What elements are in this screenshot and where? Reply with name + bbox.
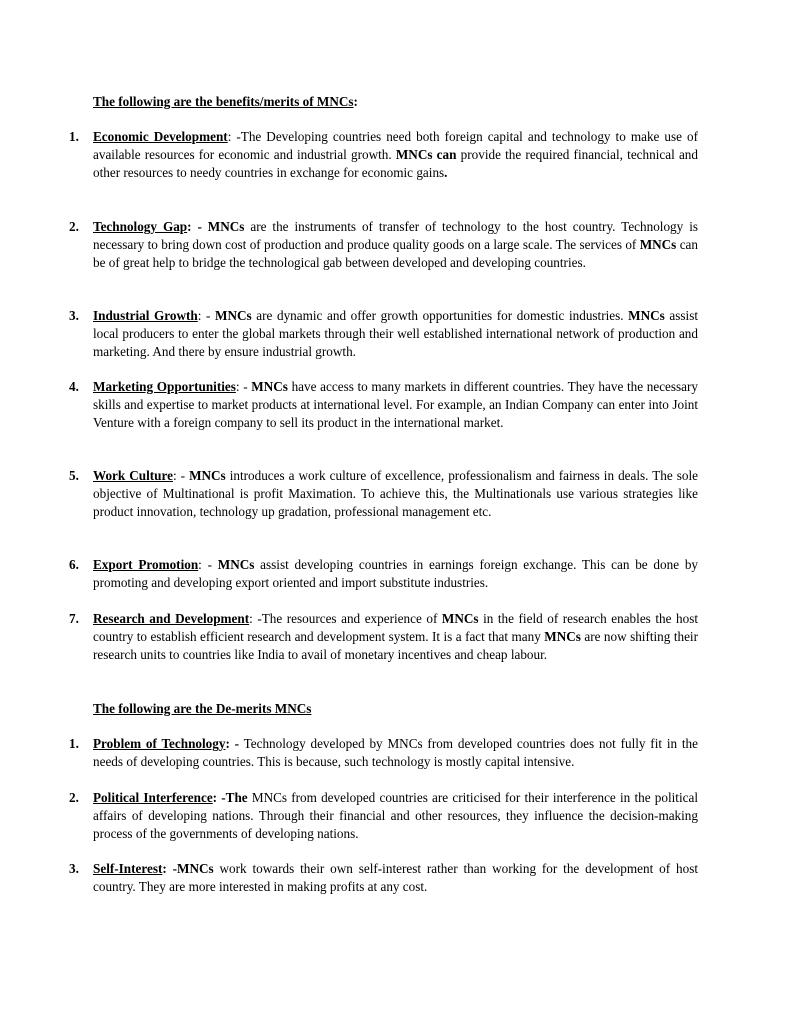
item-text: : - — [235, 379, 252, 394]
item-text: Technology developed by MNCs from developed countries does not fully fit in the needs of developing countries. This is because, such technology is mostly capital intensive. — [93, 736, 698, 769]
demerit-item-3 — [69, 860, 698, 896]
item-text: introduces a work culture of excellence, professionalism and fairness in deals. The sole objective of Multinational is profit Maximation. To achieve this, the Multinationals use various strategies like product innovation, technology up gradation, professional management etc. — [93, 468, 698, 519]
item-text-bold: MNCs can — [395, 146, 457, 162]
item-number: 1. — [69, 736, 79, 751]
item-text-bold: MNCs — [215, 308, 252, 323]
item-term: Work Culture — [93, 468, 173, 483]
merit-item-body — [93, 378, 698, 432]
merit-item-3 — [69, 307, 698, 361]
item-text: MNCs from developed countries are criticised for their interference in the political affairs of developing nations. Through their financial and other resources, they influence the decision-making process of the governments of developing nations. — [93, 790, 698, 841]
item-number: 3. — [69, 308, 79, 323]
item-text: : - — [172, 468, 190, 483]
item-text: : - — [197, 308, 216, 323]
item-text-bold: : -The — [212, 790, 248, 805]
merits-heading-text: The following are the benefits/merits of MNCs — [93, 94, 354, 109]
demerit-item-1 — [69, 735, 698, 771]
item-text-bold: : -MNCs — [162, 861, 214, 876]
item-text: provide the required financial, technical and other resources to needy countries in exchange for economic gains — [93, 146, 698, 180]
merit-item-2 — [69, 218, 698, 272]
item-text-bold: MNCs — [639, 236, 677, 252]
item-text: : - — [198, 557, 218, 572]
item-term: Technology Gap — [93, 219, 188, 234]
item-number: 3. — [69, 861, 79, 876]
item-term: Industrial Growth — [93, 308, 198, 323]
item-text-bold: MNCs — [544, 628, 581, 644]
item-text: are now shifting their research units to countries like India to avail of monetary incentives and cheap labour. — [93, 628, 698, 662]
item-text-bold: MNCs — [217, 557, 255, 572]
demerit-item-body — [93, 735, 698, 771]
demerit-item-2 — [69, 789, 698, 843]
item-term: Problem of Technology — [93, 736, 226, 751]
item-term: Marketing Opportunities — [93, 379, 236, 394]
item-text: can be of great help to bridge the technological gab between developed and developing countries. — [93, 236, 698, 270]
item-text-bold: MNCs — [189, 468, 226, 483]
item-text-bold: MNCs — [628, 308, 665, 323]
item-text: have access to many markets in different countries. They have the necessary skills and expertise to market products at international level. For example, an Indian Company can enter into Joint Venture with a foreign company to sell its product in the international market. — [93, 379, 699, 430]
merit-item-6 — [69, 556, 698, 592]
item-text: assist developing countries in earnings foreign exchange. This can be done by promoting and developing export oriented and import substitute industries. — [93, 557, 699, 590]
item-text: are the instruments of transfer of technology to the host country. Technology is necessary to bring down cost of production and produce quality goods on a large scale. The services of — [93, 219, 698, 252]
item-number: 7. — [69, 611, 79, 626]
demerits-heading-text: The following are the De-merits MNCs — [93, 701, 312, 716]
item-text: are dynamic and offer growth opportunities for domestic industries. — [251, 308, 629, 323]
item-text-bold: MNCs — [251, 379, 288, 394]
merit-item-5 — [69, 467, 698, 521]
item-text: in the field of research enables the host country to establish efficient research and development system. It is a fact that many — [93, 611, 698, 644]
item-term: Political Interference — [93, 790, 213, 805]
demerits-heading — [93, 700, 713, 718]
item-term: Research and Development — [93, 611, 250, 626]
merits-heading-colon: : — [353, 94, 358, 109]
item-number: 2. — [69, 219, 79, 234]
item-term: Economic Development — [93, 129, 228, 144]
merit-item-1 — [69, 128, 698, 182]
merits-heading — [93, 93, 713, 111]
merit-item-body — [93, 556, 698, 592]
merit-item-7 — [69, 610, 698, 664]
merit-item-body — [93, 610, 698, 664]
item-text: assist local producers to enter the global markets through their well established international network of production and marketing. And there by ensure industrial growth. — [93, 308, 698, 359]
item-text-bold: : - — [225, 736, 240, 751]
item-text-bold: MNCs — [441, 611, 479, 626]
item-text-bold: : - MNCs — [187, 219, 245, 234]
merit-item-body — [93, 128, 698, 182]
merit-item-body — [93, 467, 698, 521]
item-text: work towards their own self-interest rather than working for the development of host country. They are more interested in making profits at any cost. — [93, 861, 698, 894]
item-number: 6. — [69, 557, 79, 572]
item-number: 5. — [69, 468, 79, 483]
merit-item-body — [93, 218, 698, 272]
item-number: 4. — [69, 379, 79, 394]
item-text: : -The resources and experience of — [249, 611, 442, 626]
item-text: : -The Developing countries need both foreign capital and technology to make use of available resources for economic and industrial growth. — [93, 129, 698, 162]
item-text-bold: . — [444, 164, 448, 180]
demerit-item-body — [93, 789, 698, 843]
item-term: Export Promotion — [93, 557, 199, 572]
item-number: 1. — [69, 129, 79, 144]
demerit-item-body — [93, 860, 698, 896]
merit-item-4 — [69, 378, 698, 432]
merit-item-body — [93, 307, 698, 361]
item-number: 2. — [69, 790, 79, 805]
item-term: Self-Interest — [93, 861, 163, 876]
